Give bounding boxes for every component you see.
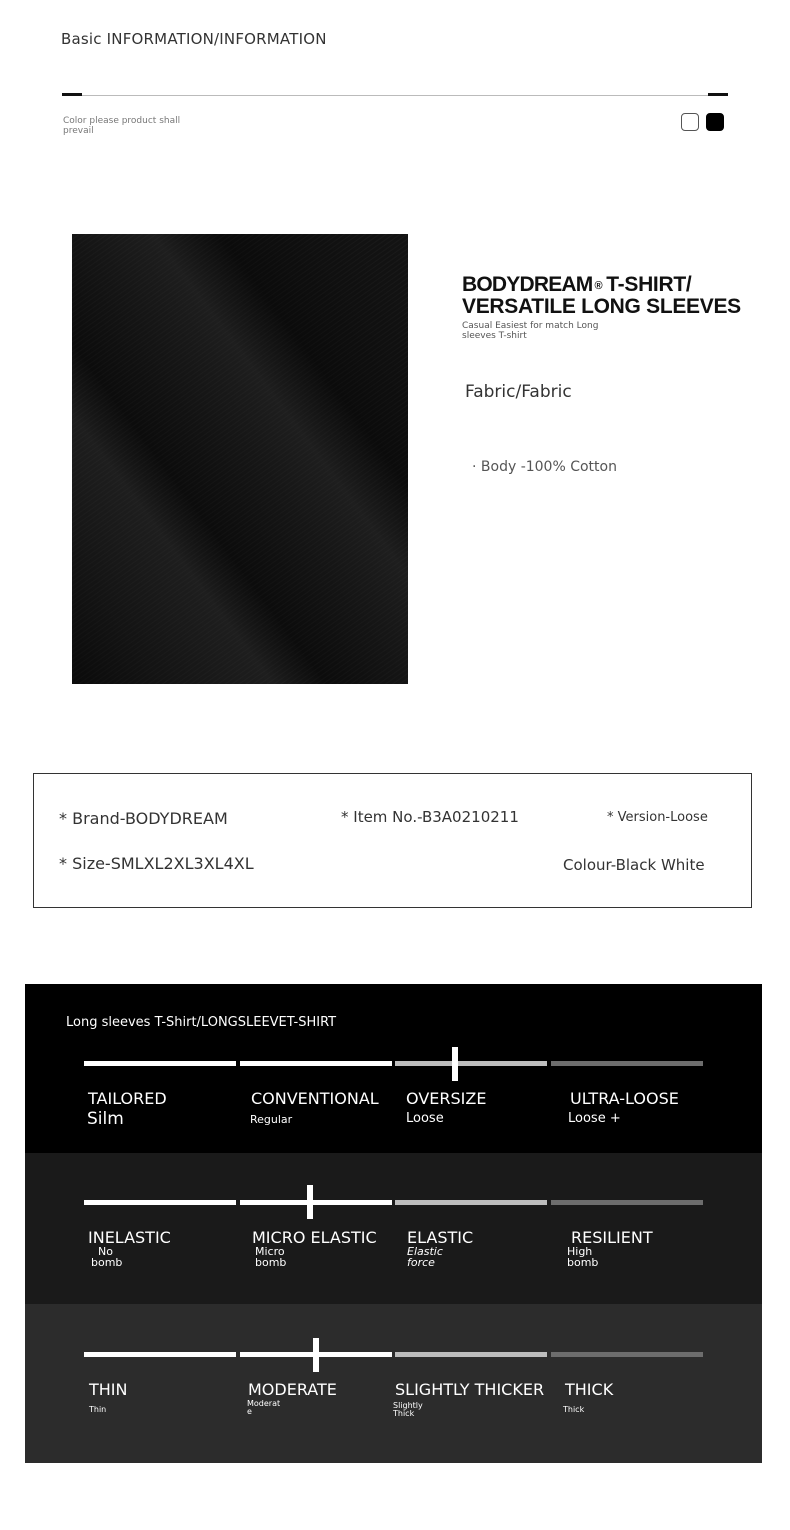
scale-sublabel-2: Regular xyxy=(250,1113,293,1126)
scale-segment-3 xyxy=(395,1200,547,1205)
fabric-texture xyxy=(72,234,408,684)
product-title-line2: VERSATILE LONG SLEEVES xyxy=(462,295,741,318)
scale-sublabel-1: Thin xyxy=(89,1405,107,1414)
fabric-closeup-image xyxy=(72,234,408,684)
scale-label-1: INELASTIC xyxy=(88,1228,171,1247)
scale-sublabel-3: Slightly Thick xyxy=(393,1401,423,1418)
color-swatch-black[interactable] xyxy=(706,113,724,131)
scale-segment-4 xyxy=(551,1061,703,1066)
scale-label-4: RESILIENT xyxy=(571,1228,653,1247)
scale-sublabel-3: Elastic force xyxy=(407,1245,443,1269)
scale-segment-1 xyxy=(84,1061,236,1066)
registered-mark: ® xyxy=(594,280,603,292)
scale-segment-2 xyxy=(240,1200,392,1205)
product-title-line1: T-SHIRT/ xyxy=(606,273,692,296)
divider-cap-left xyxy=(62,93,82,96)
scale-segment-1 xyxy=(84,1200,236,1205)
scale-sublabel-1: No bomb xyxy=(91,1245,123,1269)
scale-label-3: SLIGHTLY THICKER xyxy=(395,1380,545,1399)
scale-sublabel-2: Moderate xyxy=(247,1399,281,1416)
scale-marker xyxy=(452,1047,458,1081)
scale-label-2: MICRO ELASTIC xyxy=(252,1228,377,1247)
scale-label-3: ELASTIC xyxy=(407,1228,474,1247)
scale-label-3: OVERSIZE xyxy=(406,1089,487,1108)
brand-logo: BODYDREAM xyxy=(462,273,593,296)
info-brand: * Brand-BODYDREAM xyxy=(59,809,228,828)
divider-cap-right xyxy=(708,93,728,96)
chart-panel-thickness xyxy=(25,1304,762,1463)
scale-label-4: THICK xyxy=(565,1380,614,1399)
scale-sublabel-2: Micro bomb xyxy=(255,1245,287,1269)
scale-segment-2 xyxy=(240,1061,392,1066)
header-divider xyxy=(62,95,727,96)
info-size: * Size-SMLXL2XL3XL4XL xyxy=(59,854,254,873)
product-subtitle: Casual Easiest for match Long sleeves T-shirt xyxy=(462,321,599,341)
scale-sublabel-1: Silm xyxy=(87,1109,124,1129)
info-version: * Version-Loose xyxy=(607,810,708,825)
scale-segment-1 xyxy=(84,1352,236,1357)
info-item-no: * Item No.-B3A0210211 xyxy=(341,808,519,826)
fabric-composition: · Body -100% Cotton xyxy=(472,459,617,475)
scale-label-4: ULTRA-LOOSE xyxy=(570,1089,679,1108)
scale-segment-4 xyxy=(551,1352,703,1357)
scale-marker xyxy=(313,1338,319,1372)
chart-title: Long sleeves T-Shirt/LONGSLEEVET-SHIRT xyxy=(66,1015,337,1030)
fabric-heading: Fabric/Fabric xyxy=(465,382,572,402)
scale-segment-3 xyxy=(395,1061,547,1066)
scale-sublabel-4: Thick xyxy=(563,1405,585,1414)
chart-panel-fit xyxy=(25,984,762,1153)
scale-label-2: MODERATE xyxy=(248,1380,337,1399)
section-title: Basic INFORMATION/INFORMATION xyxy=(61,30,327,48)
color-note: Color please product shall prevail xyxy=(63,116,181,136)
scale-sublabel-4: High bomb xyxy=(567,1245,599,1269)
chart-panel-elasticity xyxy=(25,1153,762,1304)
scale-label-1: TAILORED xyxy=(88,1089,167,1108)
scale-label-1: THIN xyxy=(89,1380,128,1399)
scale-sublabel-4: Loose + xyxy=(568,1111,621,1126)
scale-marker xyxy=(307,1185,313,1219)
color-swatch-white[interactable] xyxy=(681,113,699,131)
info-colour: Colour-Black White xyxy=(563,856,705,874)
scale-label-2: CONVENTIONAL xyxy=(251,1089,379,1108)
product-title xyxy=(462,274,741,318)
scale-sublabel-3: Loose xyxy=(406,1111,444,1126)
product-info-box xyxy=(33,773,752,908)
scale-segment-3 xyxy=(395,1352,547,1357)
scale-segment-4 xyxy=(551,1200,703,1205)
